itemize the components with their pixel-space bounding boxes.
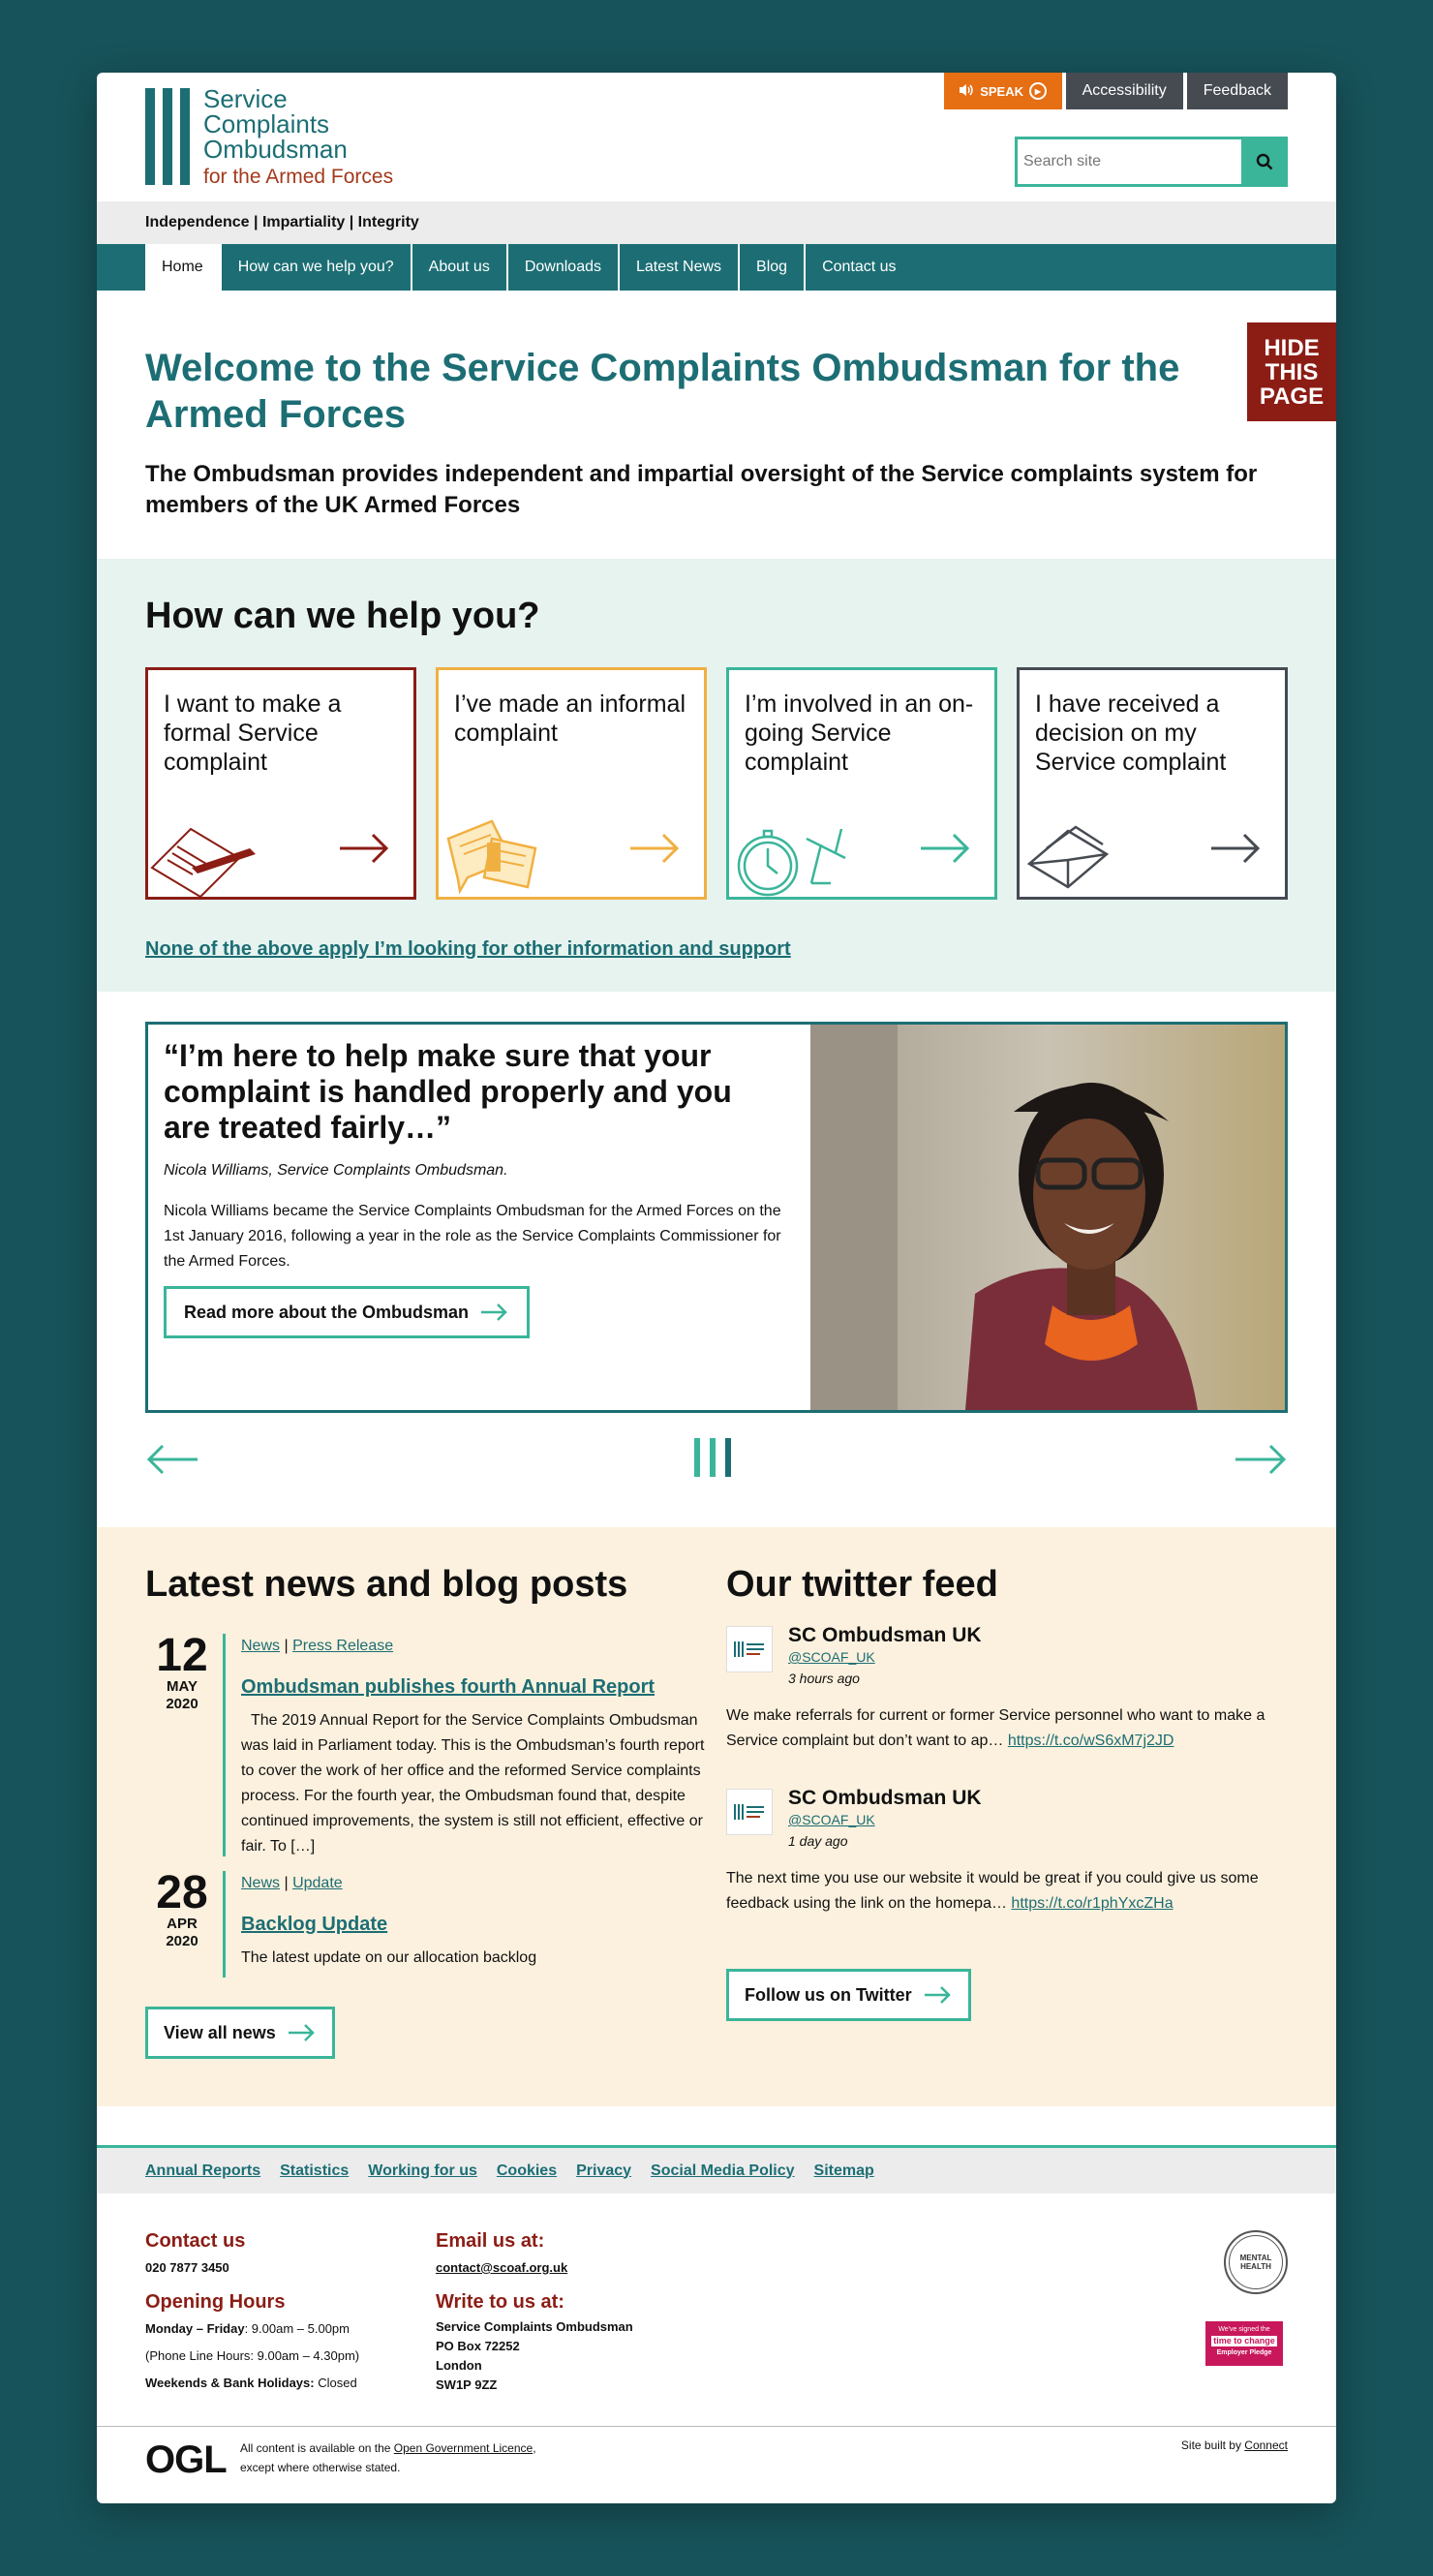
pen-letter-icon [148, 810, 284, 897]
help-section [97, 559, 1336, 992]
read-more-ombudsman-button[interactable] [164, 1286, 530, 1338]
carousel-indicators [694, 1438, 731, 1477]
logo[interactable] [145, 86, 393, 189]
nav-latest-news[interactable]: Latest News [620, 244, 740, 291]
logo-line: Ombudsman [203, 135, 348, 164]
arrow-right-icon [1209, 833, 1262, 864]
stopwatch-icon [729, 810, 874, 897]
address-line: SW1P 9ZZ [436, 2377, 498, 2392]
card-label: I have received a decision on my Service complaint [1035, 690, 1227, 776]
tweet-link[interactable]: https://t.co/r1phYxcZHa [1011, 1895, 1174, 1912]
hide-this-page-button[interactable] [1247, 322, 1336, 421]
arrow-right-icon [338, 833, 390, 864]
speech-bubbles-icon [439, 810, 574, 897]
write-heading: Write to us at: [436, 2291, 564, 2313]
news-excerpt: The latest update on our allocation backlog [241, 1949, 537, 1966]
accessibility-button[interactable]: Accessibility [1066, 73, 1183, 109]
footer-link-statistics[interactable]: Statistics [280, 2162, 350, 2179]
hours-label: Monday – Friday [145, 2321, 245, 2336]
follow-twitter-button[interactable] [726, 1969, 971, 2021]
time-to-change-badge [1205, 2321, 1283, 2366]
tweet-author: SC Ombudsman UK [788, 1787, 982, 1809]
help-card-ongoing-complaint[interactable] [726, 667, 997, 900]
legal-bar [97, 2426, 1336, 2481]
ogl-logo: OGL [145, 2438, 227, 2481]
date-month: APR [167, 1916, 198, 1932]
connect-link[interactable]: Connect [1244, 2438, 1288, 2452]
footer-link-privacy[interactable]: Privacy [576, 2162, 632, 2179]
carousel-nav [145, 1438, 1288, 1481]
envelope-icon [1020, 810, 1136, 897]
twitter-title: Our twitter feed [726, 1564, 998, 1605]
date-day: 12 [156, 1630, 208, 1681]
email-link[interactable]: contact@scoaf.org.uk [436, 2260, 568, 2275]
date-day: 28 [156, 1867, 208, 1918]
card-label: I want to make a formal Service complaint [164, 690, 342, 776]
phone-number[interactable]: 020 7877 3450 [145, 2260, 229, 2275]
hours-value: Closed [314, 2376, 357, 2390]
hours-label: Weekends & Bank Holidays: [145, 2376, 315, 2390]
nav-contact-us[interactable]: Contact us [822, 259, 897, 275]
footer-contact [145, 2230, 359, 2395]
ombudsman-quote-slide [145, 1022, 1288, 1413]
tweet-link[interactable]: https://t.co/wS6xM7j2JD [1007, 1733, 1174, 1749]
badge-label: MENTAL HEALTH [1229, 2235, 1283, 2289]
news-title-link[interactable]: Ombudsman publishes fourth Annual Report [241, 1676, 656, 1698]
logo-line: Service [203, 84, 288, 113]
search-icon [1256, 153, 1273, 170]
news-twitter-section: Latest news and blog posts 12 MAY 2020 News | Press Release Ombudsman publishes fourth Annual Report The 2019 Annual Report for the Service Complaints Ombudsman was laid in Parliament today. This is the Ombudsman’s fourth report to cover the work of her office and the reformed Service complaints process. For the fourth year, the Ombudsman found that, despite continued improvements, the system is still not efficient, effective or fair. To […] 28 APR 2020 News | Update Backlog Update The latest update on our allocation backlog View all news Our twitter feed SC Ombudsman UK @SCOAF_UK 3 hours ago We make referrals for current or former Service personnel who want to make a Service complaint but don’t want to ap… https://t.co/wS6xM7j2JD SC Ombudsman UK @SCOAF_UK 1 day ago The next time you use our website it would be great if you could give us some feedback using the link on the homepa… https://t.co/r1phYxcZHa Follow us on Twitter [97, 1527, 1336, 2106]
slide-indicator[interactable] [710, 1438, 716, 1477]
site-credit [1181, 2438, 1288, 2452]
news-title: Latest news and blog posts [145, 1564, 628, 1605]
licence-text [240, 2438, 560, 2477]
date-year: 2020 [166, 1696, 198, 1712]
credit-text: Site built by [1180, 2438, 1245, 2452]
twitter-avatar[interactable] [726, 1789, 773, 1835]
card-label: I’m involved in an on-going Service complaint [745, 690, 974, 776]
hide-label: THIS [1265, 359, 1319, 385]
tweet-time: 3 hours ago [788, 1671, 860, 1686]
logo-subline: for the Armed Forces [203, 166, 394, 188]
news-date [145, 1867, 219, 1950]
contact-heading: Contact us [145, 2230, 246, 2252]
tag-link[interactable]: News [241, 1638, 281, 1654]
search-form [1015, 137, 1288, 187]
button-label: View all news [164, 2022, 276, 2042]
feedback-button[interactable]: Feedback [1187, 73, 1288, 109]
open-government-licence-link[interactable]: Open Government Licence [393, 2441, 534, 2455]
previous-arrow-icon[interactable] [145, 1442, 199, 1477]
address-line: Service Complaints Ombudsman [436, 2319, 633, 2334]
help-card-informal-complaint[interactable] [436, 667, 707, 900]
page-subtitle: The Ombudsman provides independent and impartial oversight of the Service complaints system for members of the UK Armed Forces [145, 461, 1258, 518]
news-date [145, 1630, 219, 1713]
footer-link-cookies[interactable]: Cookies [496, 2162, 558, 2179]
next-arrow-icon[interactable] [1234, 1442, 1288, 1477]
badge-label: We've signed the [1218, 2326, 1270, 2333]
search-input[interactable] [1015, 137, 1241, 187]
speak-label: SPEAK [980, 83, 1023, 99]
nav-blog[interactable]: Blog [740, 244, 806, 291]
nav-downloads[interactable]: Downloads [508, 244, 620, 291]
other-information-link[interactable]: None of the above apply I’m looking for other information and support [145, 938, 791, 960]
page [97, 73, 1336, 2503]
news-title-link[interactable]: Backlog Update [241, 1914, 388, 1935]
footer-link-social-media-policy[interactable]: Social Media Policy [651, 2162, 795, 2179]
footer-link-annual-reports[interactable]: Annual Reports [145, 2162, 261, 2179]
arrow-right-icon [480, 1303, 509, 1322]
twitter-avatar[interactable] [726, 1626, 773, 1672]
tweet-handle[interactable]: @SCOAF_UK [788, 1649, 875, 1665]
badge-label: Employer Pledge [1216, 2349, 1272, 2356]
arrow-right-icon [924, 1985, 953, 2005]
header [97, 73, 1336, 201]
ombudsman-photo [810, 1025, 1285, 1410]
tweet-text: The next time you use our website it would be great if you could give us some feedback using the link on the homepa… [726, 1870, 1259, 1912]
address-line: London [436, 2358, 482, 2373]
mental-health-badge [1224, 2230, 1288, 2294]
quote-text: “I’m here to help make sure that your complaint is handled properly and you are treated fairly…” [164, 1038, 732, 1145]
footer-link-sitemap[interactable]: Sitemap [813, 2162, 874, 2179]
footer-link-working-for-us[interactable]: Working for us [368, 2162, 477, 2179]
tweet-text: We make referrals for current or former Service personnel who want to make a Service complaint but don’t want to ap… [726, 1707, 1265, 1749]
button-label: Follow us on Twitter [745, 1984, 912, 2005]
main-nav [97, 244, 1336, 291]
arrow-right-icon [288, 2023, 317, 2042]
help-card-formal-complaint[interactable] [145, 667, 416, 900]
news-excerpt: The 2019 Annual Report for the Service Complaints Ombudsman was laid in Parliament today. This is the Ombudsman’s fourth report to cover the work of her office and the reformed Service complaints process. For the fourth year, the Ombudsman found that, despite continued improvements, the system is still not efficient, effective or fair. To […] [241, 1712, 705, 1855]
footer-address [436, 2230, 633, 2395]
date-month: MAY [167, 1678, 198, 1695]
view-all-news-button[interactable] [145, 2007, 335, 2059]
help-card-received-decision[interactable] [1017, 667, 1288, 900]
search-button[interactable] [1241, 137, 1288, 187]
nav-about-us[interactable]: About us [412, 244, 508, 291]
nav-how-can-we-help[interactable]: How can we help you? [222, 244, 412, 291]
hide-label: HIDE [1264, 335, 1320, 361]
hours-heading: Opening Hours [145, 2291, 286, 2313]
button-label: Read more about the Ombudsman [184, 1302, 470, 1322]
arrow-right-icon [628, 833, 681, 864]
licence-text-part: , except where otherwise stated. [240, 2441, 536, 2474]
page-title: Welcome to the Service Complaints Ombudsman for the Armed Forces [145, 347, 1180, 436]
arrow-right-icon [919, 833, 971, 864]
play-icon: ▶ [1029, 82, 1047, 100]
card-label: I’ve made an informal complaint [454, 690, 686, 747]
tweet-handle[interactable]: @SCOAF_UK [788, 1812, 875, 1827]
speak-button[interactable] [944, 73, 1062, 109]
quote-bio: Nicola Williams became the Service Complaints Ombudsman for the Armed Forces on the 1st January 2016, following a year in the role as the Service Complaints Commissioner for the Armed Forces. [164, 1203, 781, 1270]
quote-author: Nicola Williams, Service Complaints Ombudsman. [164, 1162, 508, 1179]
date-year: 2020 [166, 1933, 198, 1949]
slide-indicator-active[interactable] [725, 1438, 731, 1477]
help-title: How can we help you? [145, 596, 540, 636]
nav-home[interactable]: Home [145, 244, 222, 291]
footer-links [97, 2145, 1336, 2193]
slide-indicator[interactable] [694, 1438, 700, 1477]
logo-bars-icon [145, 88, 190, 185]
licence-text-part: All content is available on the [240, 2441, 394, 2455]
email-heading: Email us at: [436, 2230, 545, 2252]
tag-link[interactable]: Update [292, 1875, 343, 1891]
hide-label: PAGE [1259, 383, 1325, 410]
badge-label: time to change [1211, 2336, 1277, 2346]
address-line: PO Box 72252 [436, 2339, 520, 2353]
hours-value: : 9.00am – 5.00pm [244, 2321, 350, 2336]
tweet-author: SC Ombudsman UK [788, 1624, 982, 1646]
welcome-section [97, 291, 1336, 521]
phone-hours: (Phone Line Hours: 9.00am – 4.30pm) [145, 2348, 360, 2363]
tweet-time: 1 day ago [788, 1833, 848, 1849]
tag-link[interactable]: Press Release [292, 1638, 394, 1654]
tag-link[interactable]: News [241, 1875, 281, 1891]
logo-line: Complaints [203, 109, 330, 138]
speaker-icon [959, 83, 974, 100]
tagline: Independence | Impartiality | Integrity [97, 201, 1336, 244]
